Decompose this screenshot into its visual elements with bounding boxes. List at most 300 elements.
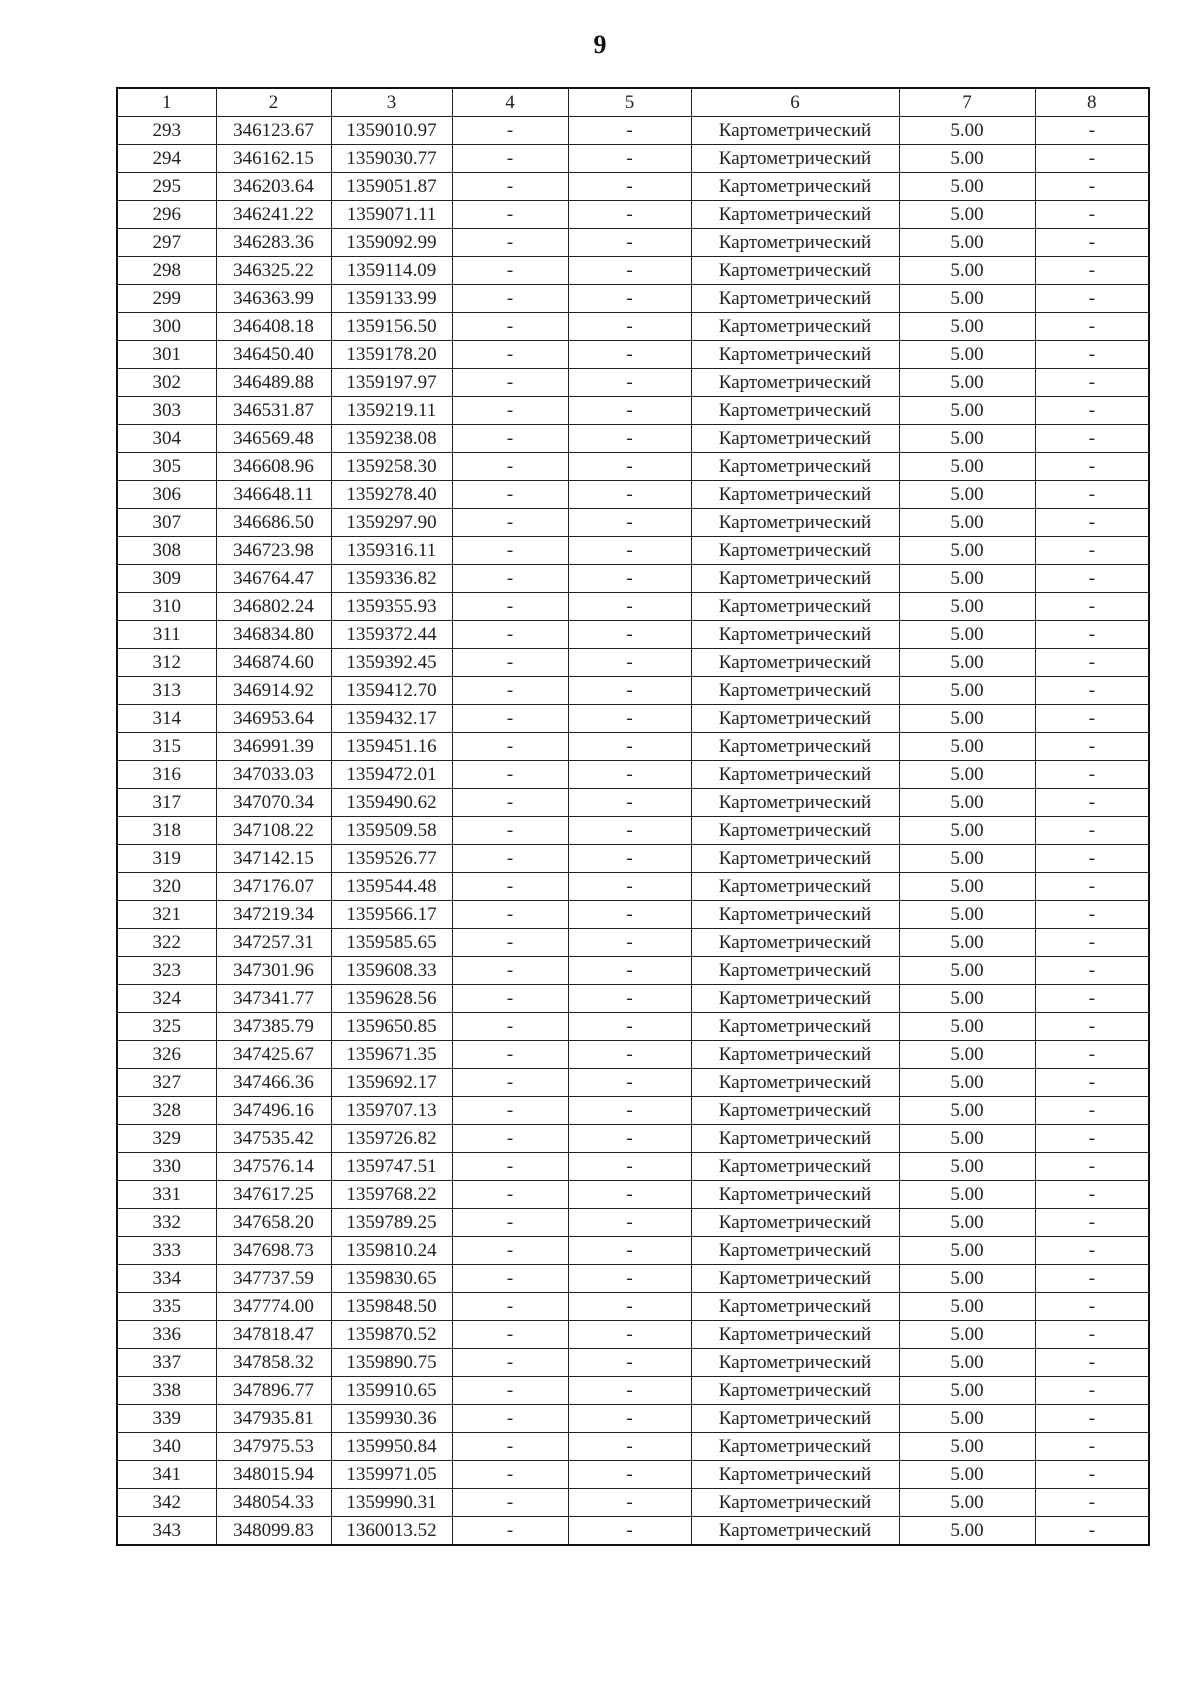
method-cell: Картометрический: [691, 1461, 899, 1489]
table-row: [117, 1181, 1149, 1209]
point-number-cell: 311: [117, 621, 216, 649]
accuracy-cell: 5.00: [899, 1433, 1035, 1461]
coordinates-table: [116, 87, 1150, 1546]
y-coordinate-cell: 1359526.77: [331, 845, 452, 873]
col5-cell: -: [568, 985, 691, 1013]
col4-cell: -: [452, 145, 568, 173]
method-cell: Картометрический: [691, 761, 899, 789]
table-row: [117, 1517, 1149, 1546]
col5-cell: -: [568, 145, 691, 173]
col5-cell: -: [568, 509, 691, 537]
method-cell: Картометрический: [691, 957, 899, 985]
col4-cell: -: [452, 901, 568, 929]
col4-cell: -: [452, 1321, 568, 1349]
table-row: [117, 565, 1149, 593]
method-cell: Картометрический: [691, 173, 899, 201]
column-header: 8: [1035, 88, 1149, 117]
y-coordinate-cell: 1359971.05: [331, 1461, 452, 1489]
table-row: [117, 1405, 1149, 1433]
point-number-cell: 342: [117, 1489, 216, 1517]
col5-cell: -: [568, 1265, 691, 1293]
col8-cell: -: [1035, 1489, 1149, 1517]
col4-cell: -: [452, 481, 568, 509]
point-number-cell: 314: [117, 705, 216, 733]
col8-cell: -: [1035, 481, 1149, 509]
accuracy-cell: 5.00: [899, 1321, 1035, 1349]
point-number-cell: 305: [117, 453, 216, 481]
column-header: 2: [216, 88, 331, 117]
x-coordinate-cell: 347935.81: [216, 1405, 331, 1433]
method-cell: Картометрический: [691, 929, 899, 957]
x-coordinate-cell: 346648.11: [216, 481, 331, 509]
table-row: [117, 1153, 1149, 1181]
col4-cell: -: [452, 397, 568, 425]
column-header: 5: [568, 88, 691, 117]
point-number-cell: 317: [117, 789, 216, 817]
accuracy-cell: 5.00: [899, 873, 1035, 901]
point-number-cell: 302: [117, 369, 216, 397]
x-coordinate-cell: 346162.15: [216, 145, 331, 173]
method-cell: Картометрический: [691, 1293, 899, 1321]
col8-cell: -: [1035, 789, 1149, 817]
col4-cell: -: [452, 117, 568, 145]
col8-cell: -: [1035, 1433, 1149, 1461]
table-row: [117, 1237, 1149, 1265]
method-cell: Картометрический: [691, 1153, 899, 1181]
y-coordinate-cell: 1359336.82: [331, 565, 452, 593]
col4-cell: -: [452, 257, 568, 285]
method-cell: Картометрический: [691, 1181, 899, 1209]
col5-cell: -: [568, 257, 691, 285]
y-coordinate-cell: 1359544.48: [331, 873, 452, 901]
table-row: [117, 1041, 1149, 1069]
col5-cell: -: [568, 593, 691, 621]
col8-cell: -: [1035, 1265, 1149, 1293]
col8-cell: -: [1035, 761, 1149, 789]
y-coordinate-cell: 1359051.87: [331, 173, 452, 201]
accuracy-cell: 5.00: [899, 1041, 1035, 1069]
y-coordinate-cell: 1359030.77: [331, 145, 452, 173]
accuracy-cell: 5.00: [899, 117, 1035, 145]
x-coordinate-cell: 346914.92: [216, 677, 331, 705]
y-coordinate-cell: 1359768.22: [331, 1181, 452, 1209]
col4-cell: -: [452, 1013, 568, 1041]
col8-cell: -: [1035, 621, 1149, 649]
col8-cell: -: [1035, 1293, 1149, 1321]
point-number-cell: 326: [117, 1041, 216, 1069]
accuracy-cell: 5.00: [899, 901, 1035, 929]
y-coordinate-cell: 1359219.11: [331, 397, 452, 425]
col5-cell: -: [568, 1293, 691, 1321]
table-row: [117, 733, 1149, 761]
col4-cell: -: [452, 1377, 568, 1405]
col5-cell: -: [568, 341, 691, 369]
y-coordinate-cell: 1359472.01: [331, 761, 452, 789]
method-cell: Картометрический: [691, 341, 899, 369]
method-cell: Картометрический: [691, 1433, 899, 1461]
x-coordinate-cell: 347774.00: [216, 1293, 331, 1321]
point-number-cell: 307: [117, 509, 216, 537]
x-coordinate-cell: 346203.64: [216, 173, 331, 201]
x-coordinate-cell: 347858.32: [216, 1349, 331, 1377]
col4-cell: -: [452, 789, 568, 817]
accuracy-cell: 5.00: [899, 229, 1035, 257]
x-coordinate-cell: 346450.40: [216, 341, 331, 369]
col8-cell: -: [1035, 1013, 1149, 1041]
table-row: [117, 789, 1149, 817]
table-row: [117, 649, 1149, 677]
method-cell: Картометрический: [691, 201, 899, 229]
col4-cell: -: [452, 733, 568, 761]
table-row: [117, 453, 1149, 481]
point-number-cell: 319: [117, 845, 216, 873]
col4-cell: -: [452, 985, 568, 1013]
y-coordinate-cell: 1359950.84: [331, 1433, 452, 1461]
table-row: [117, 1209, 1149, 1237]
x-coordinate-cell: 347617.25: [216, 1181, 331, 1209]
table-row: [117, 341, 1149, 369]
accuracy-cell: 5.00: [899, 1153, 1035, 1181]
method-cell: Картометрический: [691, 1489, 899, 1517]
x-coordinate-cell: 346953.64: [216, 705, 331, 733]
col5-cell: -: [568, 173, 691, 201]
col8-cell: -: [1035, 201, 1149, 229]
col8-cell: -: [1035, 1349, 1149, 1377]
method-cell: Картометрический: [691, 985, 899, 1013]
accuracy-cell: 5.00: [899, 677, 1035, 705]
accuracy-cell: 5.00: [899, 1097, 1035, 1125]
x-coordinate-cell: 347341.77: [216, 985, 331, 1013]
col4-cell: -: [452, 1405, 568, 1433]
col5-cell: -: [568, 201, 691, 229]
point-number-cell: 322: [117, 929, 216, 957]
y-coordinate-cell: 1359372.44: [331, 621, 452, 649]
point-number-cell: 320: [117, 873, 216, 901]
accuracy-cell: 5.00: [899, 145, 1035, 173]
col5-cell: -: [568, 1517, 691, 1546]
y-coordinate-cell: 1359071.11: [331, 201, 452, 229]
col4-cell: -: [452, 1517, 568, 1546]
accuracy-cell: 5.00: [899, 957, 1035, 985]
table-row: [117, 313, 1149, 341]
col8-cell: -: [1035, 173, 1149, 201]
col4-cell: -: [452, 1349, 568, 1377]
table-row: [117, 1349, 1149, 1377]
col8-cell: -: [1035, 705, 1149, 733]
y-coordinate-cell: 1359726.82: [331, 1125, 452, 1153]
y-coordinate-cell: 1359490.62: [331, 789, 452, 817]
col8-cell: -: [1035, 1517, 1149, 1546]
y-coordinate-cell: 1359178.20: [331, 341, 452, 369]
accuracy-cell: 5.00: [899, 789, 1035, 817]
method-cell: Картометрический: [691, 1013, 899, 1041]
y-coordinate-cell: 1359890.75: [331, 1349, 452, 1377]
point-number-cell: 298: [117, 257, 216, 285]
col8-cell: -: [1035, 257, 1149, 285]
col4-cell: -: [452, 1041, 568, 1069]
x-coordinate-cell: 346283.36: [216, 229, 331, 257]
method-cell: Картометрический: [691, 1321, 899, 1349]
table-row: [117, 1461, 1149, 1489]
col5-cell: -: [568, 285, 691, 313]
y-coordinate-cell: 1359238.08: [331, 425, 452, 453]
x-coordinate-cell: 347896.77: [216, 1377, 331, 1405]
y-coordinate-cell: 1359010.97: [331, 117, 452, 145]
method-cell: Картометрический: [691, 1125, 899, 1153]
col4-cell: -: [452, 593, 568, 621]
accuracy-cell: 5.00: [899, 285, 1035, 313]
col8-cell: -: [1035, 313, 1149, 341]
table-row: [117, 257, 1149, 285]
col8-cell: -: [1035, 341, 1149, 369]
point-number-cell: 341: [117, 1461, 216, 1489]
col5-cell: -: [568, 1405, 691, 1433]
col5-cell: -: [568, 649, 691, 677]
x-coordinate-cell: 346325.22: [216, 257, 331, 285]
col4-cell: -: [452, 201, 568, 229]
table-header-row: [117, 88, 1149, 117]
point-number-cell: 299: [117, 285, 216, 313]
accuracy-cell: 5.00: [899, 565, 1035, 593]
col8-cell: -: [1035, 229, 1149, 257]
table-row: [117, 117, 1149, 145]
x-coordinate-cell: 346764.47: [216, 565, 331, 593]
y-coordinate-cell: 1359628.56: [331, 985, 452, 1013]
x-coordinate-cell: 346531.87: [216, 397, 331, 425]
x-coordinate-cell: 347737.59: [216, 1265, 331, 1293]
table-row: [117, 1489, 1149, 1517]
table-row: [117, 537, 1149, 565]
accuracy-cell: 5.00: [899, 481, 1035, 509]
col5-cell: -: [568, 733, 691, 761]
col5-cell: -: [568, 817, 691, 845]
method-cell: Картометрический: [691, 789, 899, 817]
col8-cell: -: [1035, 985, 1149, 1013]
point-number-cell: 340: [117, 1433, 216, 1461]
point-number-cell: 337: [117, 1349, 216, 1377]
table-row: [117, 1013, 1149, 1041]
point-number-cell: 325: [117, 1013, 216, 1041]
col5-cell: -: [568, 313, 691, 341]
point-number-cell: 293: [117, 117, 216, 145]
col5-cell: -: [568, 761, 691, 789]
x-coordinate-cell: 348054.33: [216, 1489, 331, 1517]
table-row: [117, 509, 1149, 537]
point-number-cell: 334: [117, 1265, 216, 1293]
y-coordinate-cell: 1359258.30: [331, 453, 452, 481]
point-number-cell: 315: [117, 733, 216, 761]
x-coordinate-cell: 346569.48: [216, 425, 331, 453]
point-number-cell: 297: [117, 229, 216, 257]
table-row: [117, 593, 1149, 621]
col4-cell: -: [452, 677, 568, 705]
table-row: [117, 145, 1149, 173]
col8-cell: -: [1035, 425, 1149, 453]
point-number-cell: 310: [117, 593, 216, 621]
method-cell: Картометрический: [691, 145, 899, 173]
col4-cell: -: [452, 537, 568, 565]
col8-cell: -: [1035, 565, 1149, 593]
method-cell: Картометрический: [691, 1349, 899, 1377]
col8-cell: -: [1035, 649, 1149, 677]
x-coordinate-cell: 346723.98: [216, 537, 331, 565]
col8-cell: -: [1035, 509, 1149, 537]
x-coordinate-cell: 347385.79: [216, 1013, 331, 1041]
table-row: [117, 817, 1149, 845]
accuracy-cell: 5.00: [899, 1517, 1035, 1546]
y-coordinate-cell: 1359848.50: [331, 1293, 452, 1321]
col4-cell: -: [452, 1097, 568, 1125]
point-number-cell: 306: [117, 481, 216, 509]
point-number-cell: 331: [117, 1181, 216, 1209]
col4-cell: -: [452, 313, 568, 341]
x-coordinate-cell: 346408.18: [216, 313, 331, 341]
col8-cell: -: [1035, 873, 1149, 901]
x-coordinate-cell: 347070.34: [216, 789, 331, 817]
accuracy-cell: 5.00: [899, 1209, 1035, 1237]
col5-cell: -: [568, 117, 691, 145]
y-coordinate-cell: 1359747.51: [331, 1153, 452, 1181]
table-row: [117, 369, 1149, 397]
x-coordinate-cell: 348099.83: [216, 1517, 331, 1546]
col8-cell: -: [1035, 1069, 1149, 1097]
col5-cell: -: [568, 677, 691, 705]
col4-cell: -: [452, 369, 568, 397]
method-cell: Картометрический: [691, 481, 899, 509]
col5-cell: -: [568, 1125, 691, 1153]
x-coordinate-cell: 347535.42: [216, 1125, 331, 1153]
col4-cell: -: [452, 1153, 568, 1181]
accuracy-cell: 5.00: [899, 369, 1035, 397]
y-coordinate-cell: 1359789.25: [331, 1209, 452, 1237]
table-row: [117, 201, 1149, 229]
accuracy-cell: 5.00: [899, 341, 1035, 369]
col4-cell: -: [452, 1237, 568, 1265]
accuracy-cell: 5.00: [899, 593, 1035, 621]
x-coordinate-cell: 346802.24: [216, 593, 331, 621]
y-coordinate-cell: 1359509.58: [331, 817, 452, 845]
table-row: [117, 229, 1149, 257]
table-row: [117, 901, 1149, 929]
method-cell: Картометрический: [691, 1097, 899, 1125]
col4-cell: -: [452, 817, 568, 845]
method-cell: Картометрический: [691, 1209, 899, 1237]
method-cell: Картометрический: [691, 873, 899, 901]
col5-cell: -: [568, 1349, 691, 1377]
point-number-cell: 332: [117, 1209, 216, 1237]
col5-cell: -: [568, 453, 691, 481]
accuracy-cell: 5.00: [899, 397, 1035, 425]
method-cell: Картометрический: [691, 621, 899, 649]
col4-cell: -: [452, 509, 568, 537]
col4-cell: -: [452, 1293, 568, 1321]
point-number-cell: 333: [117, 1237, 216, 1265]
table-row: [117, 1069, 1149, 1097]
column-header: 1: [117, 88, 216, 117]
table-row: [117, 425, 1149, 453]
point-number-cell: 330: [117, 1153, 216, 1181]
col5-cell: -: [568, 1041, 691, 1069]
y-coordinate-cell: 1359566.17: [331, 901, 452, 929]
column-header: 3: [331, 88, 452, 117]
y-coordinate-cell: 1359355.93: [331, 593, 452, 621]
accuracy-cell: 5.00: [899, 985, 1035, 1013]
x-coordinate-cell: 347301.96: [216, 957, 331, 985]
table-row: [117, 285, 1149, 313]
x-coordinate-cell: 346874.60: [216, 649, 331, 677]
x-coordinate-cell: 346489.88: [216, 369, 331, 397]
point-number-cell: 339: [117, 1405, 216, 1433]
method-cell: Картометрический: [691, 1377, 899, 1405]
col5-cell: -: [568, 957, 691, 985]
column-header: 4: [452, 88, 568, 117]
accuracy-cell: 5.00: [899, 1377, 1035, 1405]
col8-cell: -: [1035, 1209, 1149, 1237]
x-coordinate-cell: 347975.53: [216, 1433, 331, 1461]
y-coordinate-cell: 1359830.65: [331, 1265, 452, 1293]
col4-cell: -: [452, 565, 568, 593]
col5-cell: -: [568, 1489, 691, 1517]
col4-cell: -: [452, 341, 568, 369]
method-cell: Картометрический: [691, 1069, 899, 1097]
y-coordinate-cell: 1359930.36: [331, 1405, 452, 1433]
col8-cell: -: [1035, 1405, 1149, 1433]
col4-cell: -: [452, 1461, 568, 1489]
accuracy-cell: 5.00: [899, 1293, 1035, 1321]
point-number-cell: 295: [117, 173, 216, 201]
col5-cell: -: [568, 1237, 691, 1265]
accuracy-cell: 5.00: [899, 425, 1035, 453]
method-cell: Картометрический: [691, 817, 899, 845]
col8-cell: -: [1035, 453, 1149, 481]
accuracy-cell: 5.00: [899, 1461, 1035, 1489]
table-row: [117, 929, 1149, 957]
col4-cell: -: [452, 1489, 568, 1517]
method-cell: Картометрический: [691, 677, 899, 705]
table-row: [117, 1433, 1149, 1461]
point-number-cell: 296: [117, 201, 216, 229]
col5-cell: -: [568, 1013, 691, 1041]
x-coordinate-cell: 347033.03: [216, 761, 331, 789]
point-number-cell: 313: [117, 677, 216, 705]
table-row: [117, 1377, 1149, 1405]
col4-cell: -: [452, 621, 568, 649]
col8-cell: -: [1035, 397, 1149, 425]
col8-cell: -: [1035, 285, 1149, 313]
method-cell: Картометрический: [691, 1237, 899, 1265]
col5-cell: -: [568, 1433, 691, 1461]
col8-cell: -: [1035, 929, 1149, 957]
y-coordinate-cell: 1359412.70: [331, 677, 452, 705]
method-cell: Картометрический: [691, 1405, 899, 1433]
y-coordinate-cell: 1359585.65: [331, 929, 452, 957]
method-cell: Картометрический: [691, 537, 899, 565]
y-coordinate-cell: 1359278.40: [331, 481, 452, 509]
accuracy-cell: 5.00: [899, 313, 1035, 341]
x-coordinate-cell: 347658.20: [216, 1209, 331, 1237]
accuracy-cell: 5.00: [899, 929, 1035, 957]
col5-cell: -: [568, 1153, 691, 1181]
col5-cell: -: [568, 537, 691, 565]
table-row: [117, 1097, 1149, 1125]
method-cell: Картометрический: [691, 1041, 899, 1069]
point-number-cell: 329: [117, 1125, 216, 1153]
x-coordinate-cell: 346123.67: [216, 117, 331, 145]
method-cell: Картометрический: [691, 257, 899, 285]
y-coordinate-cell: 1359671.35: [331, 1041, 452, 1069]
accuracy-cell: 5.00: [899, 705, 1035, 733]
col5-cell: -: [568, 1181, 691, 1209]
